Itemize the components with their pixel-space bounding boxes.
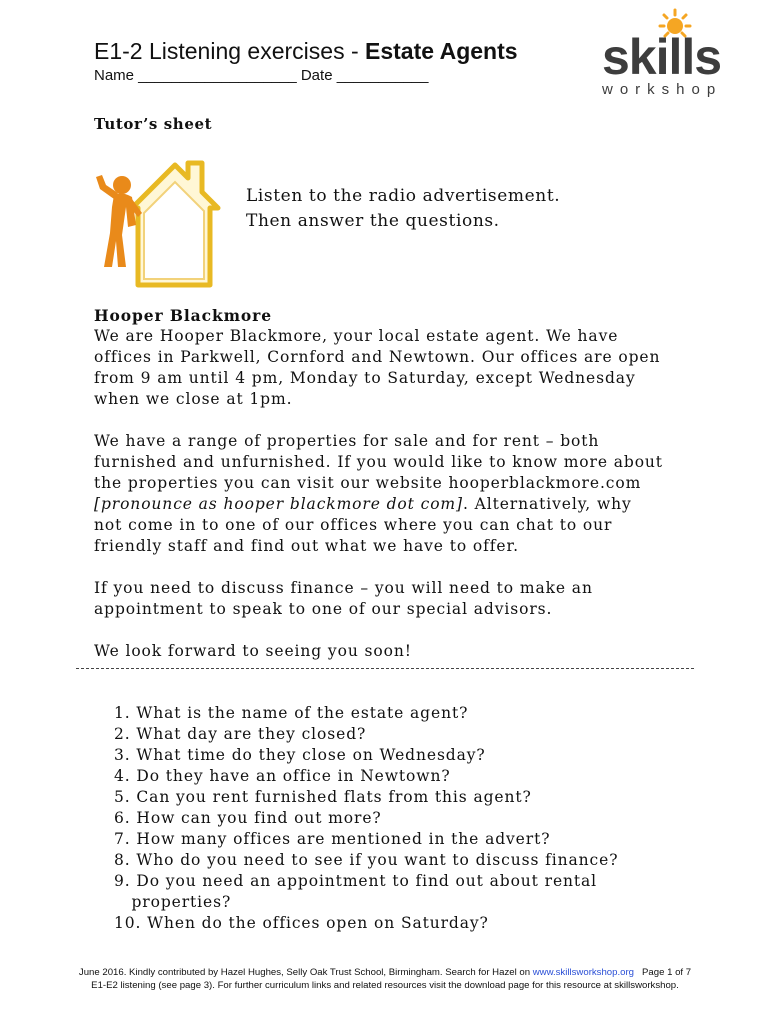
advert-paragraph: If you need to discuss finance – you will need to make an <box>94 579 593 597</box>
advert-title: Hooper Blackmore <box>94 306 272 325</box>
person-house-illustration <box>92 155 222 290</box>
advert-paragraph: offices in Parkwell, Cornford and Newtown. Our offices are open <box>94 348 661 366</box>
question-item: 7. How many offices are mentioned in the advert? <box>114 830 551 848</box>
page-title <box>94 38 518 65</box>
question-item: 4. Do they have an office in Newtown? <box>114 767 451 785</box>
name-date-line: Name ___________________ Date ___________ <box>94 67 429 84</box>
question-item: 3. What time do they close on Wednesday? <box>114 746 486 764</box>
question-item: 6. How can you find out more? <box>114 809 382 827</box>
question-item: 8. Who do you need to see if you want to discuss finance? <box>114 851 619 869</box>
question-item: 9. Do you need an appointment to find out about rental <box>114 872 598 890</box>
advert-paragraph: appointment to speak to one of our special advisors. <box>94 600 553 618</box>
dashed-divider <box>76 668 694 669</box>
title-topic: Estate Agents <box>365 38 518 64</box>
logo-word: skills <box>602 29 722 85</box>
advert-paragraph: We are Hooper Blackmore, your local estate agent. We have <box>94 327 619 345</box>
question-item: 10. When do the offices open on Saturday? <box>114 914 489 932</box>
house-outline-icon <box>130 163 218 285</box>
advert-paragraph: not come in to one of our offices where you can chat to our <box>94 516 613 534</box>
instruction-line-2: Then answer the questions. <box>246 211 500 231</box>
advert-paragraph <box>94 494 663 515</box>
instruction-line-1: Listen to the radio advertisement. <box>246 186 561 206</box>
advert-text-span: . Alternatively, why <box>462 495 632 513</box>
tutor-sheet-label: Tutor’s sheet <box>94 115 213 133</box>
advert-text <box>94 305 663 662</box>
orange-person-icon <box>96 175 142 267</box>
footer-credit: June 2016. Kindly contributed by Hazel Hughes, Selly Oak Trust School, Birmingham. Search for Hazel on <box>78 967 533 978</box>
skillsworkshop-link[interactable]: www.skillsworkshop.org <box>532 967 635 978</box>
question-item: 1. What is the name of the estate agent? <box>114 704 469 722</box>
advert-paragraph: furnished and unfurnished. If you would like to know more about <box>94 453 663 471</box>
question-item: properties? <box>114 893 232 911</box>
listening-instruction <box>246 184 560 234</box>
footer-line-1 <box>0 966 770 979</box>
advert-paragraph: friendly staff and find out what we have to offer. <box>94 537 519 555</box>
pronunciation-note: [pronounce as hooper blackmore dot com] <box>94 495 463 513</box>
advert-paragraph: when we close at 1pm. <box>94 390 293 408</box>
advert-paragraph: the properties you can visit our website hooperblackmore.com <box>94 474 642 492</box>
advert-closing: We look forward to seeing you soon! <box>94 642 412 660</box>
title-prefix: E1-2 Listening exercises - <box>94 38 366 64</box>
logo-subtitle: workshop <box>602 81 723 98</box>
questions-list <box>114 703 618 934</box>
page-number: Page 1 of 7 <box>634 967 692 978</box>
advert-paragraph: from 9 am until 4 pm, Monday to Saturday, except Wednesday <box>94 369 636 387</box>
question-item: 5. Can you rent furnished flats from this agent? <box>114 788 532 806</box>
question-item: 2. What day are they closed? <box>114 725 367 743</box>
advert-paragraph: We have a range of properties for sale and for rent – both <box>94 432 600 450</box>
footer-line-2: E1-E2 listening (see page 3). For further curriculum links and related resources visit the download page for this resource at skillsworkshop. <box>91 980 679 991</box>
page-footer <box>0 966 770 992</box>
